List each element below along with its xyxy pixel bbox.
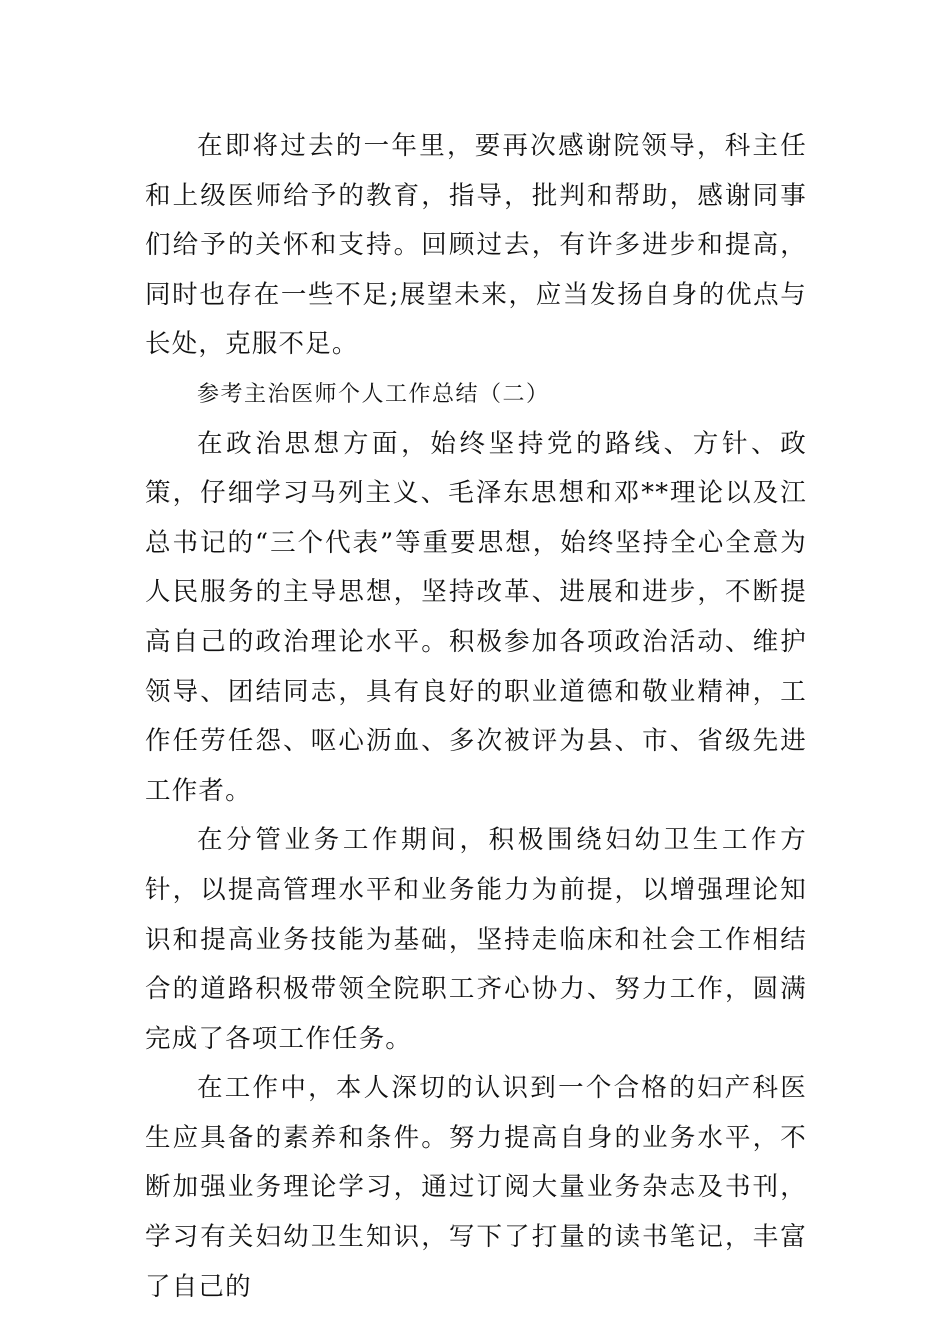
paragraph-business-management: 在分管业务工作期间，积极围绕妇幼卫生工作方针，以提高管理水平和业务能力为前提，以增强理论知识和提高业务技能为基础，坚持走临床和社会工作相结合的道路积极带领全院职工齐心协力、努力工作，圆满完成了各项工作任务。 bbox=[145, 825, 807, 1054]
document-page bbox=[145, 122, 807, 1312]
paragraph-professional-study: 在工作中，本人深切的认识到一个合格的妇产科医生应具备的素养和条件。努力提高自身的业务水平，不断加强业务理论学习，通过订阅大量业务杂志及书刊，学习有关妇幼卫生知识，写下了打量的读书笔记，丰富了自己的 bbox=[145, 1073, 807, 1302]
section-heading: 参考主治医师个人工作总结（二） bbox=[197, 381, 550, 407]
paragraph-thanks: 在即将过去的一年里，要再次感谢院领导，科主任和上级医师给予的教育，指导，批判和帮助，感谢同事们给予的关怀和支持。回顾过去，有许多进步和提高，同时也存在一些不足;展望未来，应当发扬自身的优点与长处，克服不足。 bbox=[145, 131, 807, 360]
paragraph-political-thought: 在政治思想方面，始终坚持党的路线、方针、政策，仔细学习马列主义、毛泽东思想和邓**理论以及江总书记的“三个代表”等重要思想，始终坚持全心全意为人民服务的主导思想，坚持改革、进展和进步，不断提高自己的政治理论水平。积极参加各项政治活动、维护领导、团结同志，具有良好的职业道德和敬业精神，工作任劳任怨、呕心沥血、多次被评为县、市、省级先进工作者。 bbox=[145, 428, 807, 806]
